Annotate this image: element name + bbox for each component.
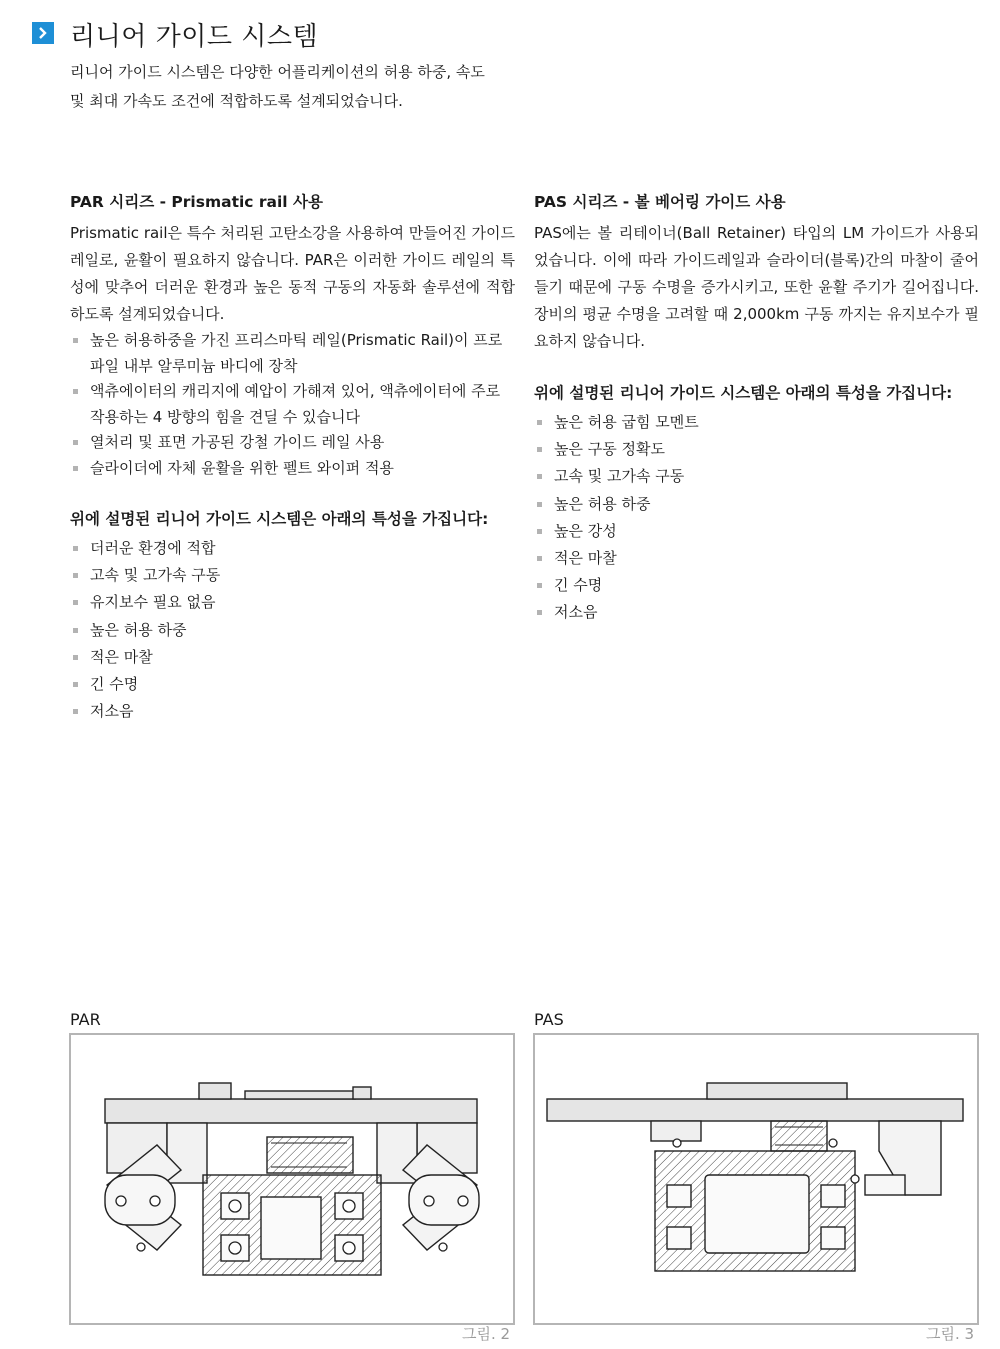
- par-heading: PAR 시리즈 - Prismatic rail 사용: [70, 193, 323, 211]
- par-properties-list: [70, 535, 515, 725]
- section-chevron-icon: [32, 22, 54, 44]
- bullet-square-icon: [73, 682, 78, 687]
- bullet-square-icon: [537, 447, 542, 452]
- page-title: 리니어 가이드 시스템: [70, 22, 319, 52]
- bullet-square-icon: [73, 440, 78, 445]
- list-item: 슬라이더에 자체 윤활을 위한 펠트 와이퍼 적용: [70, 456, 515, 482]
- bullet-square-icon: [73, 466, 78, 471]
- par-figure-caption: 그림. 2: [462, 1325, 511, 1343]
- par-section: [70, 190, 515, 725]
- bullet-square-icon: [537, 502, 542, 507]
- list-item: 긴 수명: [534, 572, 979, 599]
- bullet-square-icon: [537, 610, 542, 615]
- par-properties-heading: 위에 설명된 리니어 가이드 시스템은 아래의 특성을 가집니다:: [70, 510, 489, 528]
- pas-figure-caption: 그림. 3: [926, 1325, 975, 1343]
- list-item: 유지보수 필요 없음: [70, 589, 515, 616]
- list-item: 고속 및 고가속 구동: [534, 463, 979, 490]
- par-figure-label: PAR: [70, 1010, 101, 1029]
- bullet-square-icon: [537, 474, 542, 479]
- list-item: 높은 구동 정확도: [534, 436, 979, 463]
- par-description: Prismatic rail은 특수 처리된 고탄소강을 사용하여 만들어진 가이드 레일로, 윤활이 필요하지 않습니다. PAR은 이러한 가이드 레일의 특성에 맞추어 더러운 환경과 높은 동적 구동의 자동화 솔루션에 적합하도록 설계되었습니다.: [70, 224, 515, 323]
- list-item: 저소음: [70, 698, 515, 725]
- par-cross-section-figure: [69, 1033, 515, 1325]
- list-item: 높은 허용 하중: [534, 491, 979, 518]
- list-item: 적은 마찰: [70, 644, 515, 671]
- pas-heading: PAS 시리즈 - 볼 베어링 가이드 사용: [534, 193, 786, 211]
- bullet-square-icon: [73, 628, 78, 633]
- bullet-square-icon: [73, 600, 78, 605]
- list-item: 적은 마찰: [534, 545, 979, 572]
- pas-properties-list: [534, 409, 979, 627]
- pas-properties-heading: 위에 설명된 리니어 가이드 시스템은 아래의 특성을 가집니다:: [534, 384, 953, 402]
- list-item: 높은 강성: [534, 518, 979, 545]
- bullet-square-icon: [73, 655, 78, 660]
- par-feature-list: [70, 328, 515, 481]
- bullet-square-icon: [537, 556, 542, 561]
- bullet-square-icon: [73, 546, 78, 551]
- intro-line-1: 리니어 가이드 시스템은 다양한 어플리케이션의 허용 하중, 속도: [70, 63, 485, 81]
- list-item: 저소음: [534, 599, 979, 626]
- pas-section: [534, 190, 979, 627]
- bullet-square-icon: [73, 338, 78, 343]
- list-item: 높은 허용 하중: [70, 617, 515, 644]
- par-cross-section-drawing: [71, 1035, 513, 1323]
- pas-description: PAS에는 볼 리테이너(Ball Retainer) 타입의 LM 가이드가 사용되었습니다. 이에 따라 가이드레일과 슬라이더(블록)간의 마찰이 줄어들기 때문에 구동 수명을 증가시키고, 또한 윤활 주기가 길어집니다. 장비의 평균 수명을 고려할 때 2,000km 구동 까지는 유지보수가 필요하지 않습니다.: [534, 224, 979, 350]
- pas-cross-section-drawing: [535, 1035, 977, 1323]
- list-item: 액츄에이터의 캐리지에 예압이 가해져 있어, 액츄에이터에 주로 작용하는 4 방향의 힘을 견딜 수 있습니다: [70, 379, 515, 430]
- bullet-square-icon: [537, 529, 542, 534]
- list-item: 더러운 환경에 적합: [70, 535, 515, 562]
- intro-paragraph: [70, 58, 530, 116]
- list-item: 고속 및 고가속 구동: [70, 562, 515, 589]
- intro-line-2: 및 최대 가속도 조건에 적합하도록 설계되었습니다.: [70, 92, 403, 110]
- bullet-square-icon: [73, 389, 78, 394]
- list-item: 높은 허용 굽힘 모멘트: [534, 409, 979, 436]
- bullet-square-icon: [73, 709, 78, 714]
- bullet-square-icon: [73, 573, 78, 578]
- list-item: 열처리 및 표면 가공된 강철 가이드 레일 사용: [70, 430, 515, 456]
- bullet-square-icon: [537, 583, 542, 588]
- pas-cross-section-figure: [533, 1033, 979, 1325]
- list-item: 높은 허용하중을 가진 프리스마틱 레일(Prismatic Rail)이 프로파일 내부 알루미늄 바디에 장착: [70, 328, 515, 379]
- pas-figure-label: PAS: [534, 1010, 564, 1029]
- list-item: 긴 수명: [70, 671, 515, 698]
- bullet-square-icon: [537, 420, 542, 425]
